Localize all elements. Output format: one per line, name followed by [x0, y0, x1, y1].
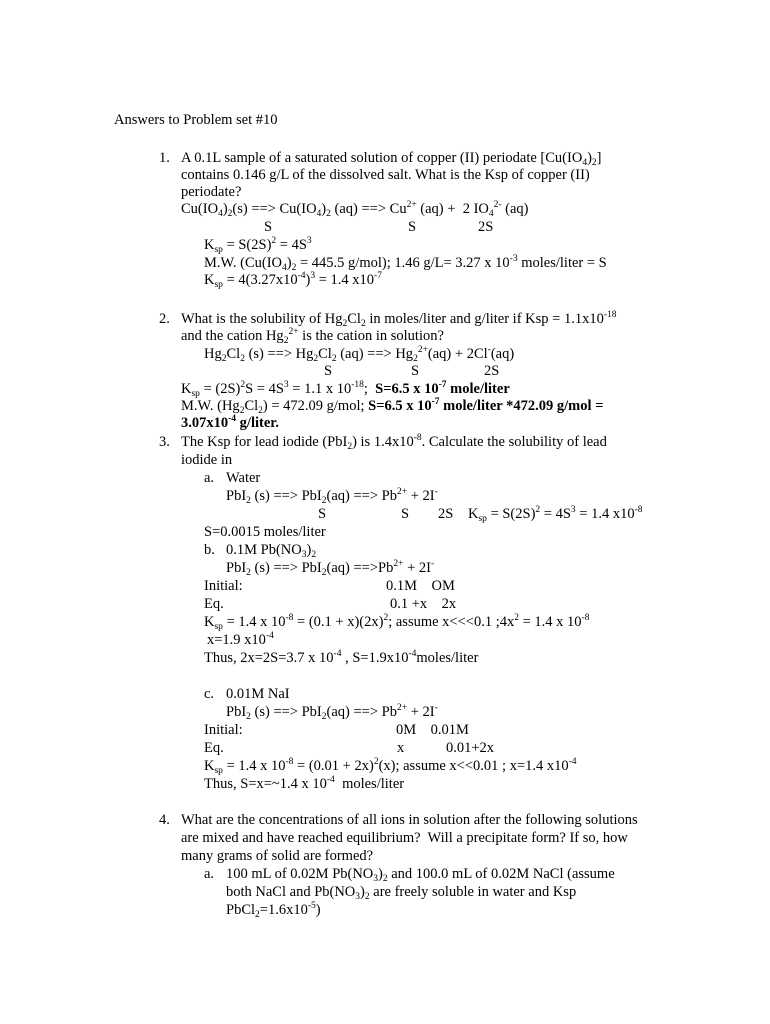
problem-1-ksp-expression: $K_{sp} = S(2S)^2 = 4S^3$ [204, 236, 312, 255]
part-b-title: 0.1M $Pb(NO_3)_2$ [226, 542, 317, 560]
problem-1-ksp-result: $K_{sp} = 4(3.27x10^{-4})^3 = 1.4$ $x10^{-7}$ [204, 271, 382, 290]
problem-4-part-a-line2: both NaCl and $Pb(NO_3)_2$ are freely soluble in water and Ksp [226, 884, 577, 902]
problem-2-question: What is the solubility of $Hg_2Cl_2$ in moles/liter and g/liter if Ksp = $1.1x10^{-18}$ [181, 310, 617, 329]
problem-2-s1: S [324, 363, 333, 379]
problem-1-question: A 0.1L sample of a saturated solution of copper (II) periodate $[Cu(IO_4)_2]$ [181, 150, 602, 168]
part-a-s2: S [401, 506, 410, 522]
part-c-initial-label: Initial: [204, 722, 243, 738]
part-a-ksp: $K_{sp} = S(2S)^2 = 4S^3 = 1.4$ $x10^{-8}$ [468, 505, 643, 524]
problem-2-reaction: $Hg_2Cl_2$ (s) ==> $Hg_2Cl_2$ (aq) ==> $Hg_2^{2+}(aq) + 2Cl^-(aq)$ [204, 345, 515, 364]
part-c-result: Thus, S=x=~1.4 x $10^{-4}$ moles/liter [204, 775, 405, 792]
page-title: Answers to Problem set #10 [114, 112, 278, 128]
problem-1-molar-weight: M.W. ($Cu(IO_4)_2 = 445.5$ g/mol); 1.46 g/L= 3.27 x $10^{-3}$ moles/liter = S [204, 254, 607, 273]
problem-4-part-a-line1: 100 mL of 0.02M $Pb(NO_3)_2$ and 100.0 mL of 0.02M NaCl (assume [226, 866, 615, 884]
problem-2-s3: 2S [484, 363, 500, 379]
part-c-initial-values: 0M 0.01M [396, 722, 469, 738]
problem-1-number: 1. [159, 150, 170, 166]
problem-3-question: The Ksp for lead iodide (PbI$_2$) is $1.4x10^{-8}$. Calculate the solubility of lead [181, 433, 607, 452]
problem-1-question-line3: periodate? [181, 184, 242, 200]
part-c-title: 0.01M NaI [226, 686, 290, 702]
part-c-eq-label: Eq. [204, 740, 224, 756]
problem-3-number: 3. [159, 434, 170, 450]
part-b-label: b. [204, 542, 215, 558]
part-b-initial-label: Initial: [204, 578, 243, 594]
part-b-ksp: $K_{sp} = 1.4$ x $10^{-8} = (0.1 + x)(2x)^2$; assume x<<<0.1 $;4x^2 = 1.4$ x $10^{-8}$ [204, 613, 590, 632]
part-b-result: Thus, 2x=2S=3.7 x $10^{-4}$ , $S=1.9x10^{-4}moles$/liter [204, 649, 479, 666]
problem-1-s1: S [264, 219, 273, 235]
part-b-eq-values: 0.1 +x 2x [390, 596, 457, 612]
problem-4-question-line2: are mixed and have reached equilibrium? Will a precipitate form? If so, how [181, 830, 628, 846]
part-a-title: Water [226, 470, 261, 486]
part-b-x-value: x=1.9 $x10^{-4}$ [207, 631, 274, 648]
problem-2-molar-weight: M.W. $(Hg_2Cl_2) = 472.09$ g/mol; S=6.5 x $10^{-7}$ mole/liter *472.09 g/mol = [181, 397, 604, 416]
problem-1-reaction: $Cu(IO_4)_2(s)$ ==> $Cu(IO_4)_2$ (aq) ==> $Cu^{2+}$ (aq) + 2 $IO_4^{2-}$ (aq) [181, 200, 529, 219]
part-b-initial-values: 0.1M OM [386, 578, 455, 594]
part-a-reaction: PbI$_2$ (s) ==> PbI$_2$(aq) ==> $Pb^{2+} + 2I^-$ [226, 487, 438, 506]
problem-1-s2: S [408, 219, 417, 235]
part-b-reaction: PbI$_2$ (s) ==> $PbI_2(aq) ==>Pb^{2+} + 2I^-$ [226, 559, 435, 578]
part-a-s3: 2S [438, 506, 454, 522]
part-c-eq-x: x [397, 740, 405, 756]
part-c-reaction: PbI$_2$ (s) ==> PbI$_2$(aq) ==> $Pb^{2+} + 2I^-$ [226, 703, 438, 722]
problem-2-s2: S [411, 363, 420, 379]
part-a-result: S=0.0015 moles/liter [204, 524, 326, 540]
problem-2-number: 2. [159, 311, 170, 327]
problem-2-answer: $3.07x10^{-4}$ g/liter. [181, 414, 280, 431]
problem-2-ksp-expression: $K_{sp} = (2S)^2S = 4S^3 = 1.1$ x $10^{-18}$; S=6.5 x $10^{-7}$ mole/liter [181, 380, 510, 399]
part-a-s1: S [318, 506, 327, 522]
problem-4-number: 4. [159, 812, 170, 828]
part-c-label: c. [204, 686, 215, 702]
problem-4-question-line3: many grams of solid are formed? [181, 848, 374, 864]
part-c-eq-value: 0.01+2x [446, 740, 495, 756]
problem-1-s3: 2S [478, 219, 494, 235]
part-b-eq-label: Eq. [204, 596, 224, 612]
problem-3-question-line2: iodide in [181, 452, 233, 468]
problem-4-question: What are the concentrations of all ions in solution after the following solutions [181, 812, 638, 828]
problem-4-part-a-line3: $PbCl_2=1.6x10^{-5}$) [226, 901, 321, 920]
part-a-label: a. [204, 470, 215, 486]
problem-4-part-a-label: a. [204, 866, 215, 882]
part-c-ksp: $K_{sp} = 1.4$ x $10^{-8} = (0.01 + 2x)^2(x)$; assume x<<0.01 ; x=1.4 $x10^{-4}$ [204, 757, 577, 776]
problem-2-question-line2: and the cation $Hg_2^{2+}$ is the cation in solution? [181, 327, 444, 346]
problem-1-question-line2: contains 0.146 g/L of the dissolved salt. What is the Ksp of copper (II) [181, 167, 590, 183]
